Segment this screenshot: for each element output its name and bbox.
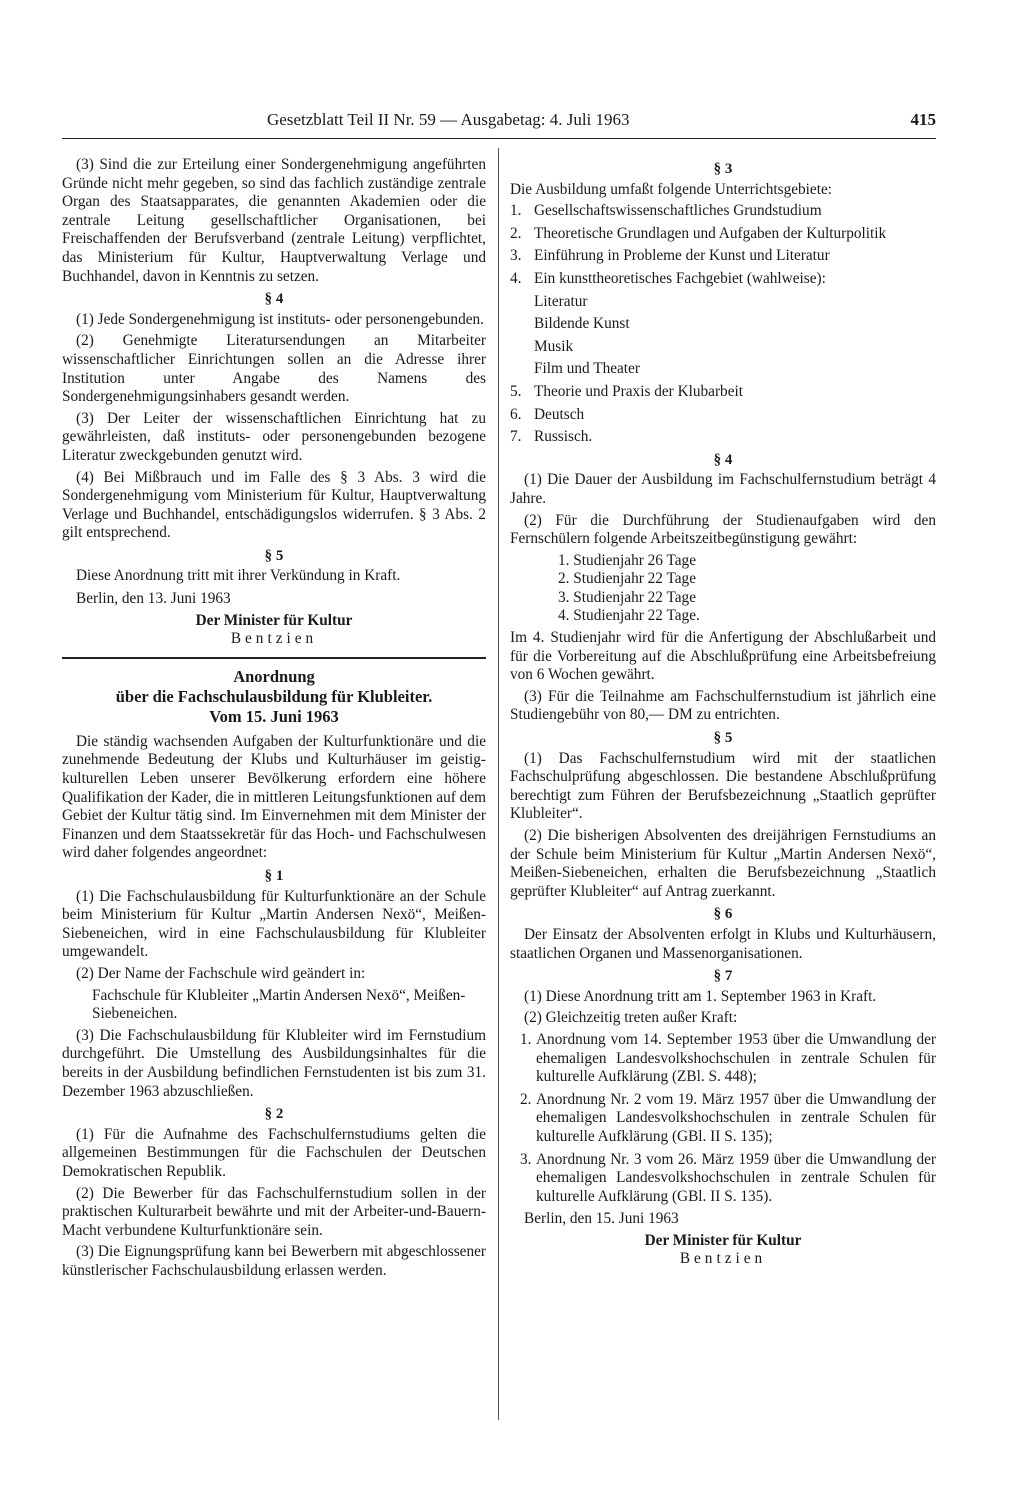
order-title-line: Anordnung: [233, 666, 315, 686]
signatory-name: Bentzien: [679, 1250, 767, 1268]
subject-list: [510, 202, 936, 288]
list-item: Literatur: [534, 292, 588, 310]
preamble: Die ständig wachsenden Aufgaben der Kulturfunktionäre und die zunehmende Bedeutung der Klubs und Kulturhäuser im geistig-kulturellen Leben unserer Bevölkerung erfordern eine höhere Qualifikation der Kader, die in mittleren Leitungsfunktionen auf dem Gebiet der Kultur tätig sind. Im Einvernehmen mit dem Minister der Finanzen und dem Staatssekretär für das Hoch- und Fachschulwesen wird daher folgendes angeordnet:: [62, 732, 486, 862]
list-item: 4. Studienjahr 22 Tage.: [558, 607, 700, 625]
signatory-name: Bentzien: [230, 630, 318, 648]
paragraph: Die Ausbildung umfaßt folgende Unterrichtsgebiete:: [510, 180, 833, 198]
paragraph: (2) Genehmigte Literatursendungen an Mitarbeiter wissenschaftlicher Einrichtungen sollen an die Adresse ihrer Institution unter Angabe des Namens des Sondergenehmigungsinhabers gesandt werden.: [62, 332, 486, 406]
paragraph: (1) Jede Sondergenehmigung ist instituts- oder personengebunden.: [76, 310, 484, 328]
list-item: 5. Theorie und Praxis der Klubarbeit: [510, 382, 743, 400]
header-rule: [62, 138, 936, 139]
study-year-list: [558, 552, 936, 626]
section-heading: § 5: [264, 547, 284, 564]
list-item: 4. Ein kunsttheoretisches Fachgebiet (wahlweise):: [510, 269, 826, 287]
paragraph: Diese Anordnung tritt mit ihrer Verkündung in Kraft.: [76, 567, 401, 585]
section-heading: § 4: [264, 291, 284, 308]
list-item: 6. Deutsch: [510, 405, 585, 423]
order-title-line: Vom 15. Juni 1963: [209, 706, 339, 726]
paragraph: (3) Die Fachschulausbildung für Klubleiter wird im Fernstudium durchgeführt. Die Umstellung des Ausbildungsinhaltes für die bereits in der Ausbildung befindlichen Fernstudenten ist bis zum 31. Dezember 1963 abzuschließen.: [62, 1026, 486, 1100]
repealed-list: [510, 1031, 936, 1206]
list-item: 7. Russisch.: [510, 428, 593, 446]
list-item: Musik: [534, 337, 574, 355]
section-heading: § 6: [713, 906, 733, 923]
paragraph: (3) Sind die zur Erteilung einer Sondergenehmigung angeführten Gründe nicht mehr gegeben, so sind das fachlich zuständige zentrale Organ des Staatsapparates, die genannten Akademien oder die zentrale Leitung gesellschaftlicher Organisationen, bei Freischaffenden der Berufsverband (zentrale Leitung) verpflichtet, das Ministerium für Kultur, Hauptverwaltung Verlage und Buchhandel, davon in Kenntnis zu setzen.: [62, 156, 486, 285]
list-item: 1. Anordnung vom 14. September 1953 über die Umwandlung der ehemaligen Landesvolkshochschulen in zentrale Schulen für kulturelle Aufklärung (ZBl. S. 448);: [520, 1030, 936, 1086]
page-header: [62, 110, 936, 134]
paragraph: (2) Die Bewerber für das Fachschulfernstudium sollen in der praktischen Kulturarbeit bewährte und mit der Arbeiter-und-Bauern-Macht verbundene Kulturfunktionäre sein.: [62, 1184, 486, 1239]
paragraph: (1) Die Fachschulausbildung für Kulturfunktionäre an der Schule beim Ministerium für Kultur „Martin Andersen Nexö“, Meißen-Siebeneichen, wird in eine Fachschulausbildung für Klubleiter umgewandelt.: [62, 887, 486, 961]
subfield-list: [534, 293, 936, 379]
list-item: 2. Studienjahr 22 Tage: [558, 570, 696, 588]
date-line: Berlin, den 13. Juni 1963: [76, 590, 231, 608]
list-item: 1. Studienjahr 26 Tage: [558, 551, 696, 569]
list-item: Bildende Kunst: [534, 315, 630, 333]
section-heading: § 3: [713, 161, 733, 177]
paragraph: (3) Für die Teilnahme am Fachschulfernstudium ist jährlich eine Studiengebühr von 80,— DM zu entrichten.: [510, 687, 936, 724]
order-title-line: über die Fachschulausbildung für Klubleiter.: [115, 686, 433, 706]
list-item: 1. Gesellschaftswissenschaftliches Grundstudium: [510, 202, 822, 220]
date-line: Berlin, den 15. Juni 1963: [524, 1210, 679, 1228]
paragraph: (1) Die Dauer der Ausbildung im Fachschulfernstudium beträgt 4 Jahre.: [510, 471, 936, 507]
paragraph: (1) Das Fachschulfernstudium wird mit der staatlichen Fachschulprüfung abgeschlossen. Die bestandene Abschlußprüfung berechtigt zum Führen der Berufsbezeichnung „Staatlich geprüfter Klubleiter“.: [510, 749, 936, 823]
list-item: 2. Theoretische Grundlagen und Aufgaben der Kulturpolitik: [510, 224, 887, 242]
right-column: [510, 156, 936, 1273]
section-heading: § 1: [264, 868, 284, 884]
paragraph: (1) Diese Anordnung tritt am 1. September 1963 in Kraft.: [524, 987, 877, 1005]
section-heading: § 5: [713, 730, 733, 747]
paragraph: Im 4. Studienjahr wird für die Anfertigung der Abschlußarbeit und für die Vorbereitung auf die Abschlußprüfung eine Arbeitsbefreiung von 6 Wochen gewährt.: [510, 629, 936, 684]
list-item: 2. Anordnung Nr. 2 vom 19. März 1957 über die Umwandlung der ehemaligen Landesvolkshochschulen in zentrale Schulen für kulturelle Aufklärung (GBl. II S. 135);: [520, 1090, 936, 1145]
gazette-title: Gesetzblatt Teil II Nr. 59 — Ausgabetag: 4. Juli 1963: [267, 110, 630, 129]
paragraph: (2) Der Name der Fachschule wird geändert in:: [76, 964, 366, 982]
signatory-title: Der Minister für Kultur: [644, 1231, 802, 1249]
separator-rule: [62, 657, 486, 659]
section-heading: § 2: [264, 1106, 284, 1123]
list-item: 3. Anordnung Nr. 3 vom 26. März 1959 über die Umwandlung der ehemaligen Landesvolkshochschulen in zentrale Schulen für kulturelle Aufklärung (GBl. II S. 135).: [520, 1150, 936, 1205]
paragraph: (4) Bei Mißbrauch und im Falle des § 3 Abs. 3 wird die Sondergenehmigung vom Ministerium für Kultur, Hauptverwaltung Verlage und Buchhandel, entschädigungslos widerrufen. § 3 Abs. 2 gilt entsprechend.: [62, 468, 486, 542]
section-heading: § 4: [713, 451, 733, 468]
column-divider: [498, 148, 499, 1420]
paragraph: (2) Gleichzeitig treten außer Kraft:: [524, 1009, 738, 1027]
list-item: 3. Studienjahr 22 Tage: [558, 588, 696, 606]
page-number: 415: [910, 110, 936, 129]
subject-list: [510, 383, 936, 447]
paragraph: (2) Für die Durchführung der Studienaufgaben wird den Fernschülern folgende Arbeitszeitbegünstigung gewährt:: [510, 511, 936, 548]
paragraph: Der Einsatz der Absolventen erfolgt in Klubs und Kulturhäusern, staatlichen Organen und Massenorganisationen.: [510, 925, 936, 962]
school-name: Fachschule für Klubleiter „Martin Andersen Nexö“, Meißen-Siebeneichen.: [92, 986, 466, 1023]
signatory-title: Der Minister für Kultur: [195, 611, 353, 629]
left-column: [62, 156, 486, 1283]
paragraph: (2) Die bisherigen Absolventen des dreijährigen Fernstudiums an der Schule beim Ministerium für Kultur „Martin Andersen Nexö“, Meißen-Siebeneichen, erhalten die Berufsbezeichnung „Staatlich geprüfter Klubleiter“ auf Antrag zuerkannt.: [510, 827, 936, 900]
paragraph: (3) Der Leiter der wissenschaftlichen Einrichtung hat zu gewährleisten, daß instituts- oder personengebunden bezogene Literatur zweckgebunden genutzt wird.: [62, 409, 486, 464]
list-item: 3. Einführung in Probleme der Kunst und Literatur: [510, 247, 830, 265]
paragraph: (3) Die Eignungsprüfung kann bei Bewerbern mit abgeschlossener künstlerischer Fachschulausbildung erlassen werden.: [62, 1243, 486, 1279]
section-heading: § 7: [713, 968, 733, 985]
order-title: [62, 667, 486, 727]
paragraph: (1) Für die Aufnahme des Fachschulfernstudiums gelten die allgemeinen Bestimmungen für die Fachschulen der Deutschen Demokratischen Republik.: [62, 1125, 486, 1180]
list-item: Film und Theater: [534, 360, 640, 378]
